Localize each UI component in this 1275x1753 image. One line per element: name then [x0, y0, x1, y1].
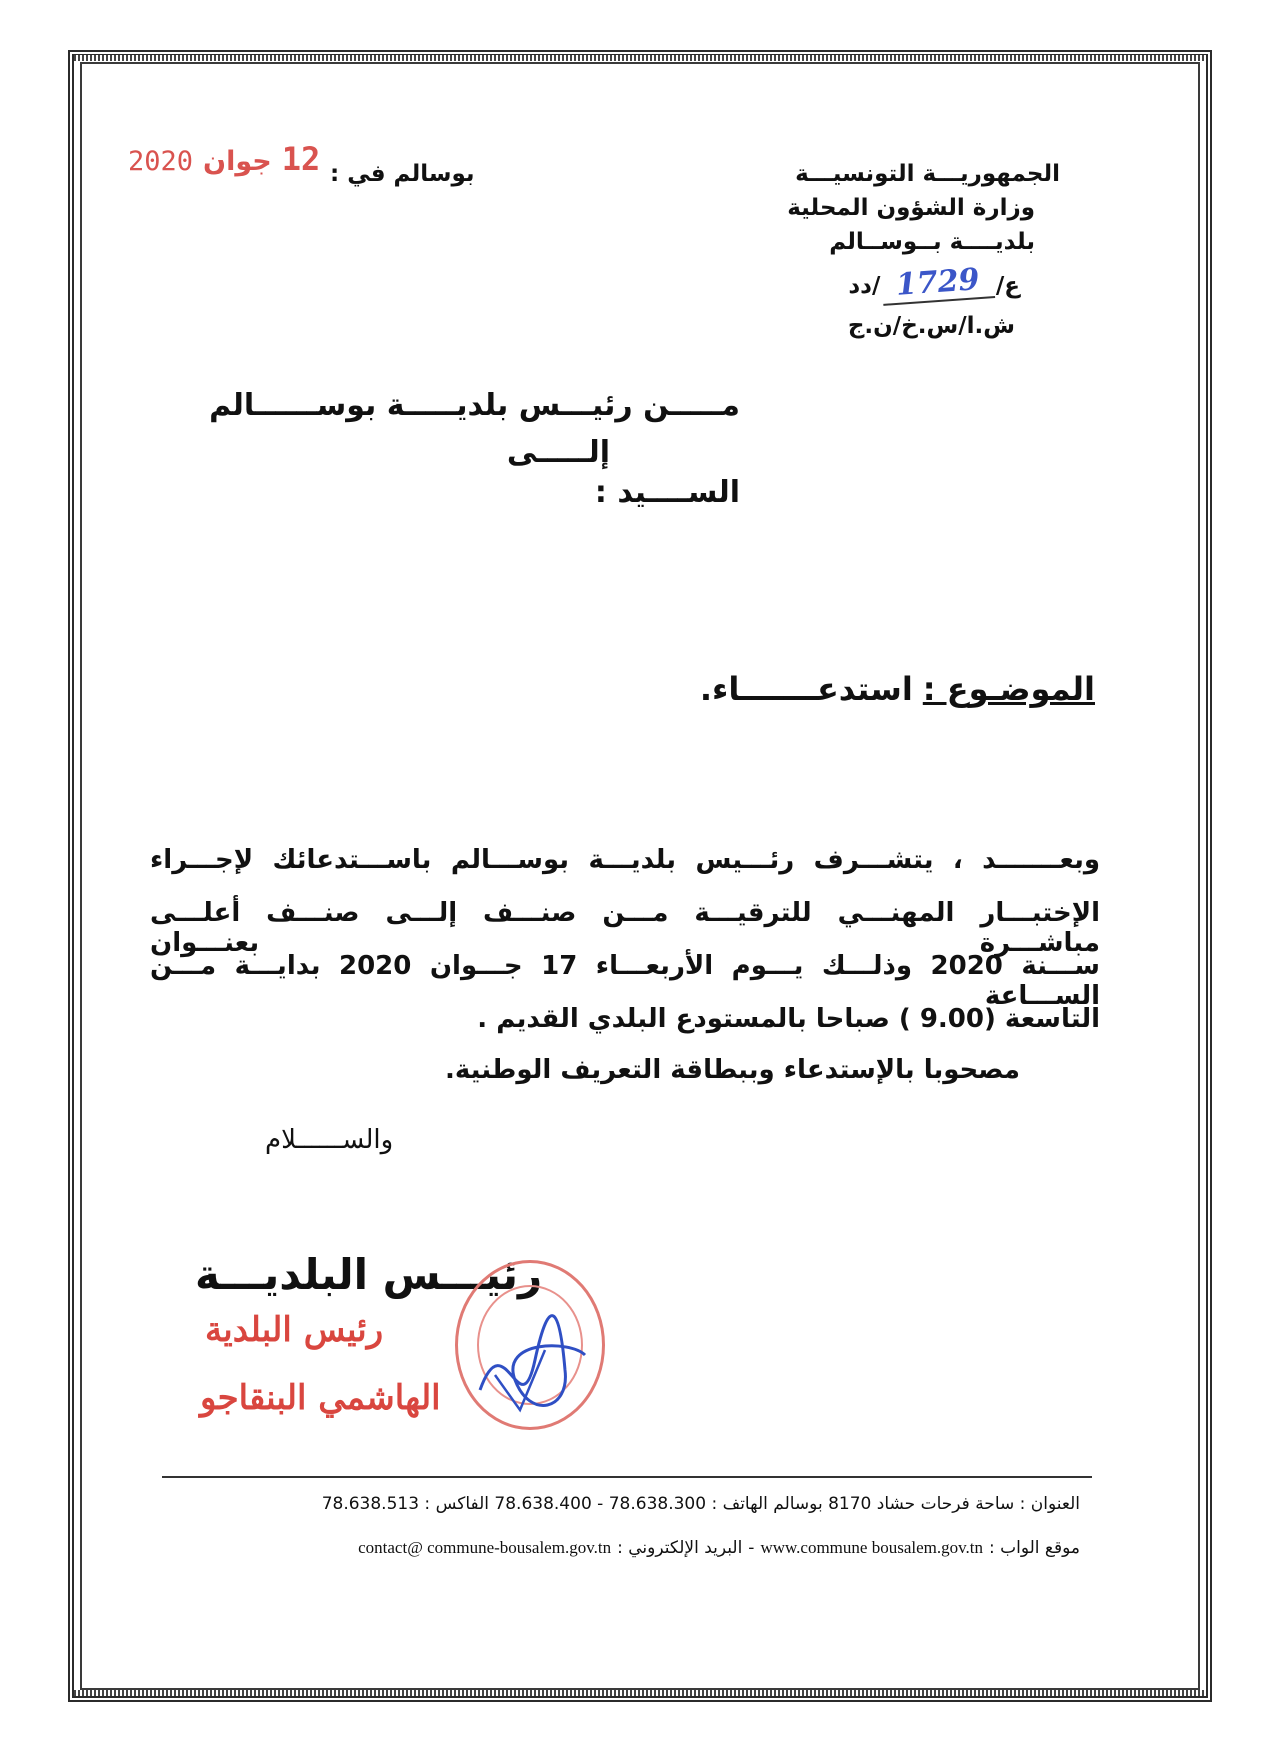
- header-country: الجمهوريـــة التونسيـــة: [795, 161, 1060, 187]
- signature-title: رئيـــس البلديـــة: [195, 1250, 543, 1299]
- signature-scribble: [460, 1280, 600, 1430]
- date-stamp-month: جوان: [203, 146, 272, 177]
- header-ministry: وزارة الشؤون المحلية: [787, 195, 1035, 221]
- header-municipality: بلديــــة بــوســالم: [829, 229, 1035, 255]
- date-stamp-day: 12: [281, 140, 321, 178]
- footer-website: www.commune bousalem.gov.tn: [760, 1538, 983, 1557]
- date-stamp-year: 2020: [128, 146, 194, 177]
- footer-rule: [162, 1476, 1092, 1478]
- body-line-1: وبعـــــــد ، يتشـــرف رئـــيس بلديـــة بوســـالم باســـتدعائك لإجـــراء: [150, 845, 1100, 875]
- subject-text: استدعـــــــاء.: [699, 670, 913, 708]
- footer-separator: -: [748, 1538, 755, 1558]
- footer-email-label: البريد الإلكتروني :: [617, 1538, 743, 1558]
- body-note: مصحوبا بالإستدعاء وببطاقة التعريف الوطنية.: [444, 1055, 1020, 1085]
- address-from: مـــــن رئيـــس بلديـــــة بوســــــالم: [209, 388, 740, 423]
- footer-email: contact@ commune-bousalem.gov.tn: [358, 1538, 612, 1557]
- closing-salutation: والســــــلام: [265, 1125, 394, 1155]
- subject-label: الموضـوع :: [922, 670, 1095, 708]
- page-border-hatch-top: [74, 55, 1206, 61]
- page-border-hatch-bottom: [74, 1690, 1206, 1696]
- ref-suffix: /دد: [848, 273, 881, 299]
- stamp-title: رئيس البلدية: [205, 1310, 384, 1350]
- ref-prefix: ع/: [995, 273, 1020, 299]
- reference-number: [848, 262, 1020, 302]
- date-stamp: [128, 140, 320, 178]
- department-code: ش.ا/س.خ/ن.ج: [847, 313, 1015, 339]
- body-line-4: التاسعة (9.00 ) صباحا بالمستودع البلدي القديم .: [477, 1004, 1100, 1034]
- address-to: إلـــــى: [506, 435, 610, 470]
- footer-address: العنوان : ساحة فرحات حشاد 8170 بوسالم الهاتف : 78.638.300 - 78.638.400 الفاكس : 78.638.513: [321, 1494, 1080, 1514]
- subject-line: [700, 670, 1095, 708]
- footer-web-label: موقع الواب :: [988, 1538, 1080, 1558]
- page-border-inner: [80, 62, 1200, 1690]
- footer-contact: [358, 1538, 1080, 1558]
- address-recipient: الســــيد :: [594, 475, 740, 510]
- place-date-label: بوسالم في :: [330, 161, 475, 187]
- ref-number-handwritten: 1729: [881, 261, 995, 306]
- body-line-3: ســـنة 2020 وذلـــك يـــوم الأربعـــاء 17 جـــوان 2020 بدايـــة مـــن الســـاعة: [150, 951, 1100, 1011]
- stamp-name: الهاشمي البنقاجو: [200, 1378, 441, 1418]
- body-line-2: الإختبـــار المهنـــي للترقيـــة مـــن صنـــف إلـــى صنـــف أعلـــى مباشـــرة بعنـــوان: [150, 898, 1100, 958]
